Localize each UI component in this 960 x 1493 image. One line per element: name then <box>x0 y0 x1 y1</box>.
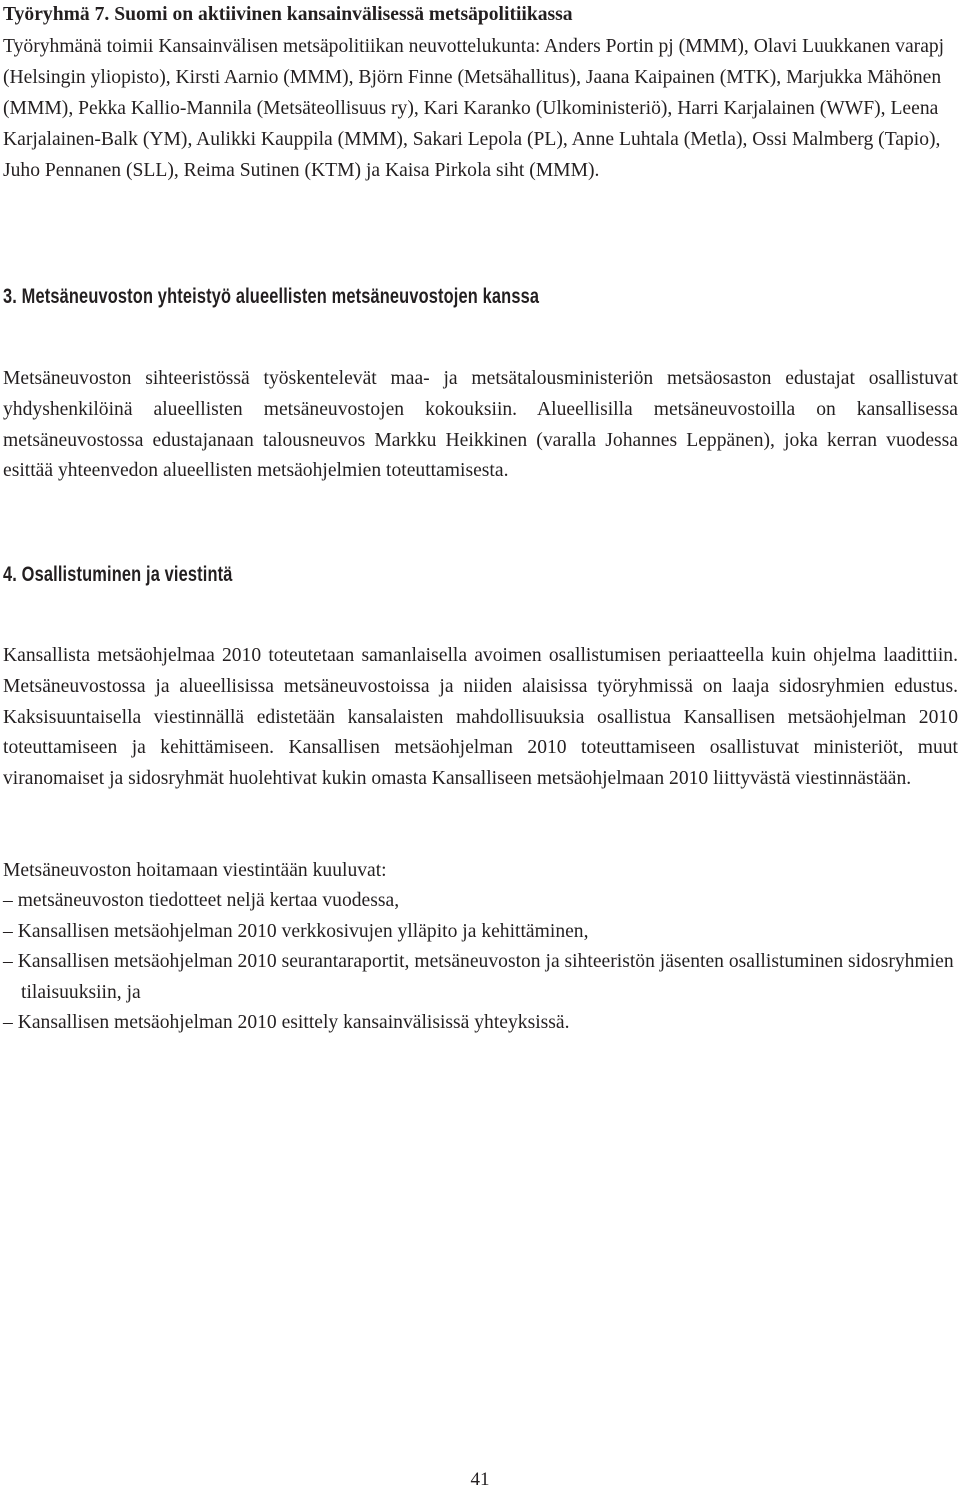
communication-list-item: – metsäneuvoston tiedotteet neljä kertaa vuodessa, <box>3 890 400 911</box>
working-group-members: Työryhmänä toimii Kansainvälisen metsäpolitiikan neuvottelukunta: Anders Portin pj (MMM), Olavi Luukkanen varapj (Helsingin yliopisto), Kirsti Aarnio (MMM), Björn Finne (Metsähallitus), Jaana Kaipainen (MTK), Marjukka Mähönen (MMM), Pekka Kallio-Mannila (Metsäteollisuus ry), Kari Karanko (Ulkoministeriö), Harri Karjalainen (WWF), Leena Karjalainen-Balk (YM), Aulikki Kauppila (MMM), Sakari Lepola (PL), Anne Luhtala (Metla), Ossi Malmberg (Tapio), Juho Pennanen (SLL), Reima Sutinen (KTM) ja Kaisa Pirkola siht (MMM). <box>3 35 945 182</box>
section-3-paragraph: Metsäneuvoston sihteeristössä työskentelevät maa- ja metsätalousministeriön metsäosaston edustajat osallistuvat yhdyshenkilöinä alueellisten metsäneuvostojen kokouksiin. Alueellisilla metsäneuvostoilla on kansallisessa metsäneuvostossa edustajanaan talousneuvos Markku Heikkinen (varalla Johannes Leppänen), joka kerran vuodessa esittää yhteenvedon alueellisten metsäohjelmien toteuttamisesta. <box>3 368 958 482</box>
communication-list <box>3 886 958 1039</box>
page-number: 41 <box>470 1469 490 1490</box>
section-4-paragraph: Kansallista metsäohjelmaa 2010 toteutetaan samanlaisella avoimen osallistumisen periaatteella kuin ohjelma laadittiin. Metsäneuvostossa ja alueellisissa metsäneuvostoissa ja niiden alaisissa työryhmissä on laaja sidosryhmien edustus. Kaksisuuntaisella viestinnällä edistetään kansalaisten mahdollisuuksia osallistua Kansallisen metsäohjelman 2010 toteuttamiseen ja kehittämiseen. Kansallisen metsäohjelman 2010 toteuttamiseen osallistuvat ministeriöt, muut viranomaiset ja sidosryhmät huolehtivat kukin omasta Kansalliseen metsäohjelmaan 2010 liittyvästä viestinnästään. <box>3 645 958 790</box>
section-3-heading: 3. Metsäneuvoston yhteistyö alueellisten metsäneuvostojen kanssa <box>3 285 540 308</box>
section-4-heading: 4. Osallistuminen ja viestintä <box>3 563 233 586</box>
communication-list-item: – Kansallisen metsäohjelman 2010 verkkosivujen ylläpito ja kehittäminen, <box>3 920 589 942</box>
communication-list-intro: Metsäneuvoston hoitamaan viestintään kuuluvat: <box>3 860 387 881</box>
communication-list-item: – Kansallisen metsäohjelman 2010 esittely kansainvälisissä yhteyksissä. <box>3 1012 570 1034</box>
communication-list-item: – Kansallisen metsäohjelman 2010 seurantaraportit, metsäneuvoston ja sihteeristön jäsenten osallistuminen sidosryhmien tilaisuuksiin, ja <box>3 951 954 1003</box>
working-group-title: Työryhmä 7. Suomi on aktiivinen kansainvälisessä metsäpolitiikassa <box>3 4 573 25</box>
document-page <box>3 0 958 1034</box>
